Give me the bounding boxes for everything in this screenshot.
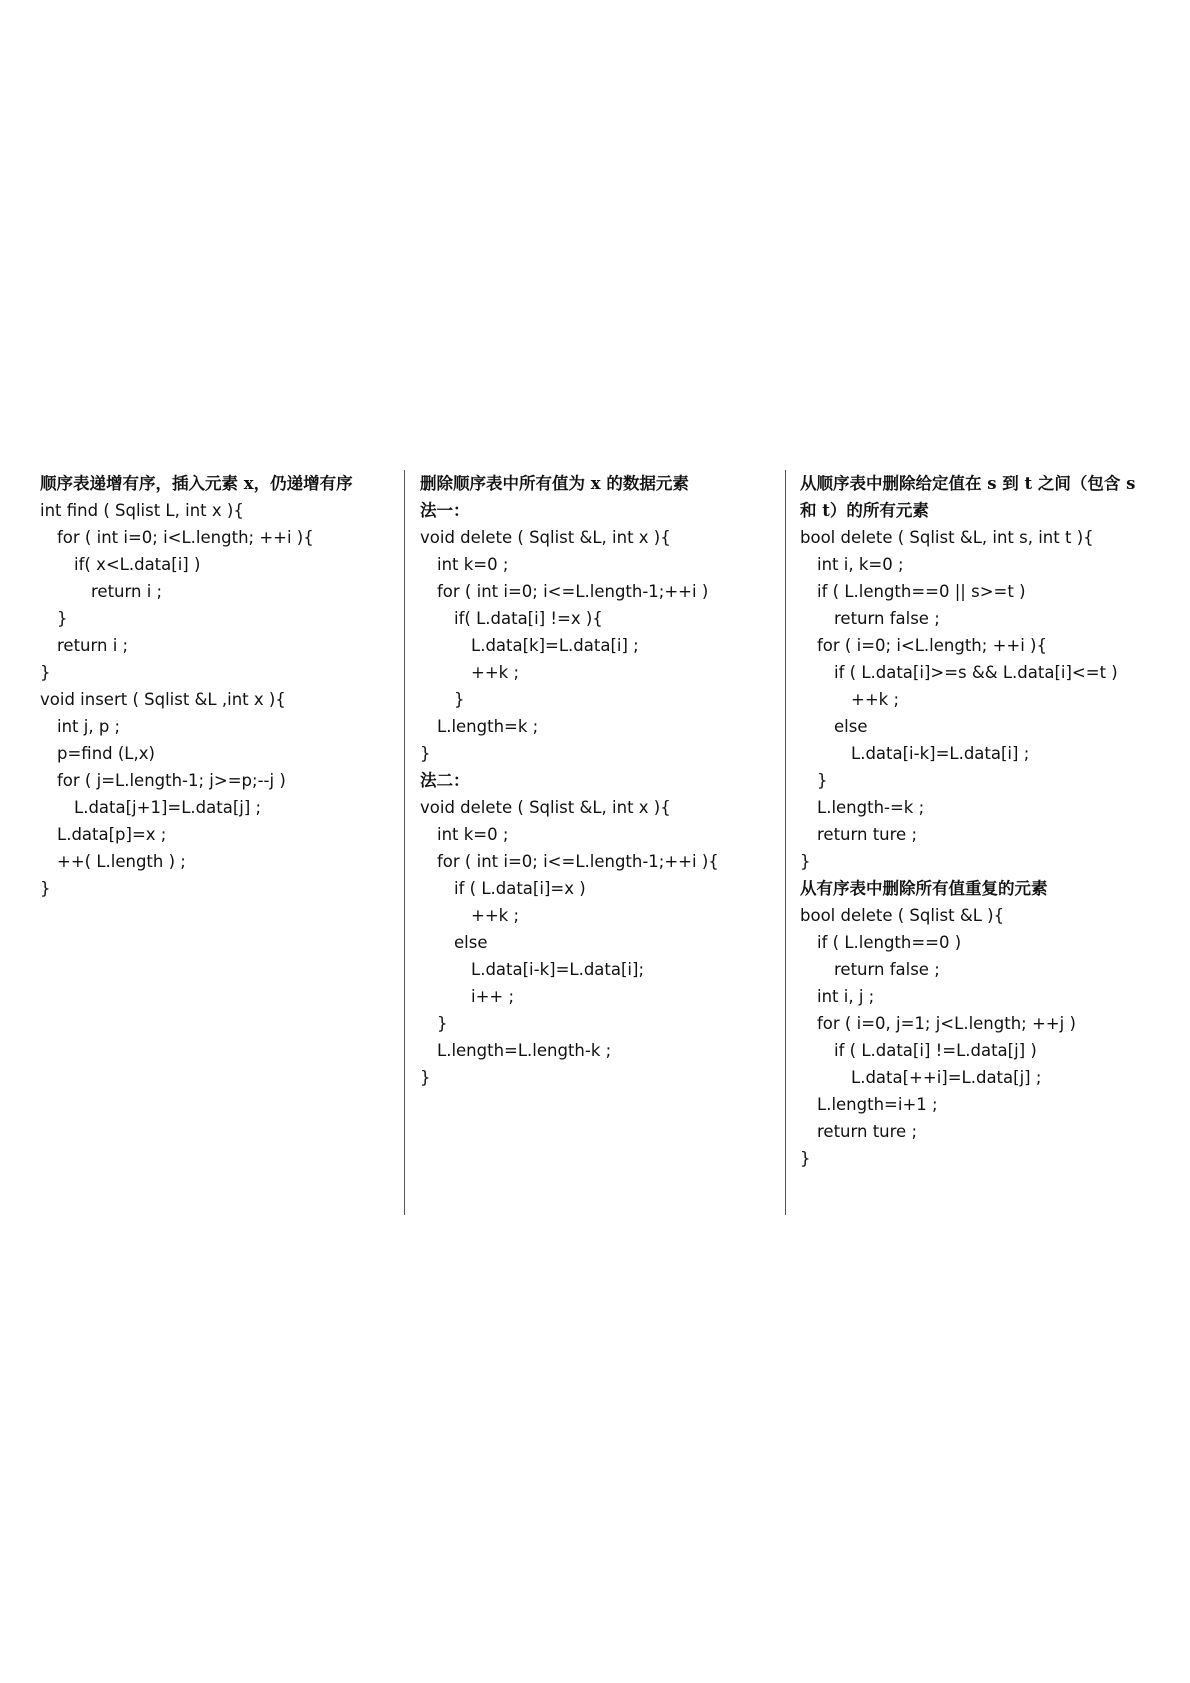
code-line: return false ;	[834, 960, 940, 979]
code-line: for ( i=0, j=1; j<L.length; ++j )	[817, 1014, 1076, 1033]
code-line: else	[454, 933, 488, 952]
code-line: p=find (L,x)	[57, 744, 155, 763]
code-line: void delete ( Sqlist &L, int x ){	[420, 528, 671, 547]
code-line: int k=0 ;	[437, 555, 509, 574]
code-line: }	[817, 771, 828, 790]
code-line: if ( L.length==0 || s>=t )	[817, 582, 1026, 601]
code-line: return i ;	[91, 582, 163, 601]
code-line: return ture ;	[817, 1122, 917, 1141]
code-line: L.length=i+1 ;	[817, 1095, 938, 1114]
code-line: }	[454, 690, 465, 709]
section-title-cont: 和 t）的所有元素	[800, 501, 929, 520]
code-line: for ( j=L.length-1; j>=p;--j )	[57, 771, 286, 790]
code-line: }	[420, 1068, 431, 1087]
code-line: ++( L.length ) ;	[57, 852, 186, 871]
code-line: ++k ;	[851, 690, 900, 709]
code-line: int find ( Sqlist L, int x ){	[40, 501, 244, 520]
code-line: }	[800, 1149, 811, 1168]
code-line: L.data[j+1]=L.data[j] ;	[74, 798, 262, 817]
code-line: if ( L.length==0 )	[817, 933, 962, 952]
code-line: int j, p ;	[57, 717, 121, 736]
section-title: 从顺序表中删除给定值在 s 到 t 之间（包含 s	[800, 474, 1136, 493]
code-line: int k=0 ;	[437, 825, 509, 844]
code-line: else	[834, 717, 868, 736]
code-line: }	[40, 663, 51, 682]
code-line: void insert ( Sqlist &L ,int x ){	[40, 690, 286, 709]
column-divider-left	[404, 470, 405, 1215]
code-line: if( x<L.data[i] )	[74, 555, 201, 574]
code-line: if ( L.data[i]>=s && L.data[i]<=t )	[834, 663, 1118, 682]
section-title: 从有序表中删除所有值重复的元素	[800, 879, 1048, 898]
code-line: return false ;	[834, 609, 940, 628]
section-title: 顺序表递增有序，插入元素 x，仍递增有序	[40, 474, 353, 493]
code-line: L.data[i-k]=L.data[i];	[471, 960, 645, 979]
code-line: int i, j ;	[817, 987, 875, 1006]
section-title: 删除顺序表中所有值为 x 的数据元素	[420, 474, 689, 493]
code-line: L.length=k ;	[437, 717, 539, 736]
code-line: }	[800, 852, 811, 871]
code-line: bool delete ( Sqlist &L ){	[800, 906, 1005, 925]
code-line: void delete ( Sqlist &L, int x ){	[420, 798, 671, 817]
code-line: L.data[i-k]=L.data[i] ;	[851, 744, 1030, 763]
code-line: bool delete ( Sqlist &L, int s, int t ){	[800, 528, 1094, 547]
code-line: ++k ;	[471, 663, 520, 682]
method-label: 法二：	[420, 771, 470, 790]
column-delete-range	[800, 470, 1160, 1172]
code-line: for ( int i=0; i<=L.length-1;++i )	[437, 582, 709, 601]
code-line: if ( L.data[i]=x )	[454, 879, 586, 898]
code-line: return ture ;	[817, 825, 917, 844]
code-line: for ( int i=0; i<=L.length-1;++i ){	[437, 852, 719, 871]
method-label: 法一：	[420, 501, 470, 520]
code-line: }	[40, 879, 51, 898]
code-line: L.data[++i]=L.data[j] ;	[851, 1068, 1042, 1087]
code-line: L.length=L.length-k ;	[437, 1041, 612, 1060]
code-line: ++k ;	[471, 906, 520, 925]
code-line: L.data[k]=L.data[i] ;	[471, 636, 639, 655]
column-delete-x	[420, 470, 780, 1091]
code-line: return i ;	[57, 636, 129, 655]
column-divider-right	[785, 470, 786, 1215]
code-line: i++ ;	[471, 987, 515, 1006]
code-line: for ( i=0; i<L.length; ++i ){	[817, 636, 1047, 655]
code-line: }	[437, 1014, 448, 1033]
code-line: }	[420, 744, 431, 763]
code-line: L.length-=k ;	[817, 798, 925, 817]
code-line: for ( int i=0; i<L.length; ++i ){	[57, 528, 314, 547]
code-line: L.data[p]=x ;	[57, 825, 167, 844]
code-line: }	[57, 609, 68, 628]
code-line: if( L.data[i] !=x ){	[454, 609, 603, 628]
code-line: int i, k=0 ;	[817, 555, 904, 574]
column-insert-sorted	[40, 470, 400, 902]
code-line: if ( L.data[i] !=L.data[j] )	[834, 1041, 1037, 1060]
